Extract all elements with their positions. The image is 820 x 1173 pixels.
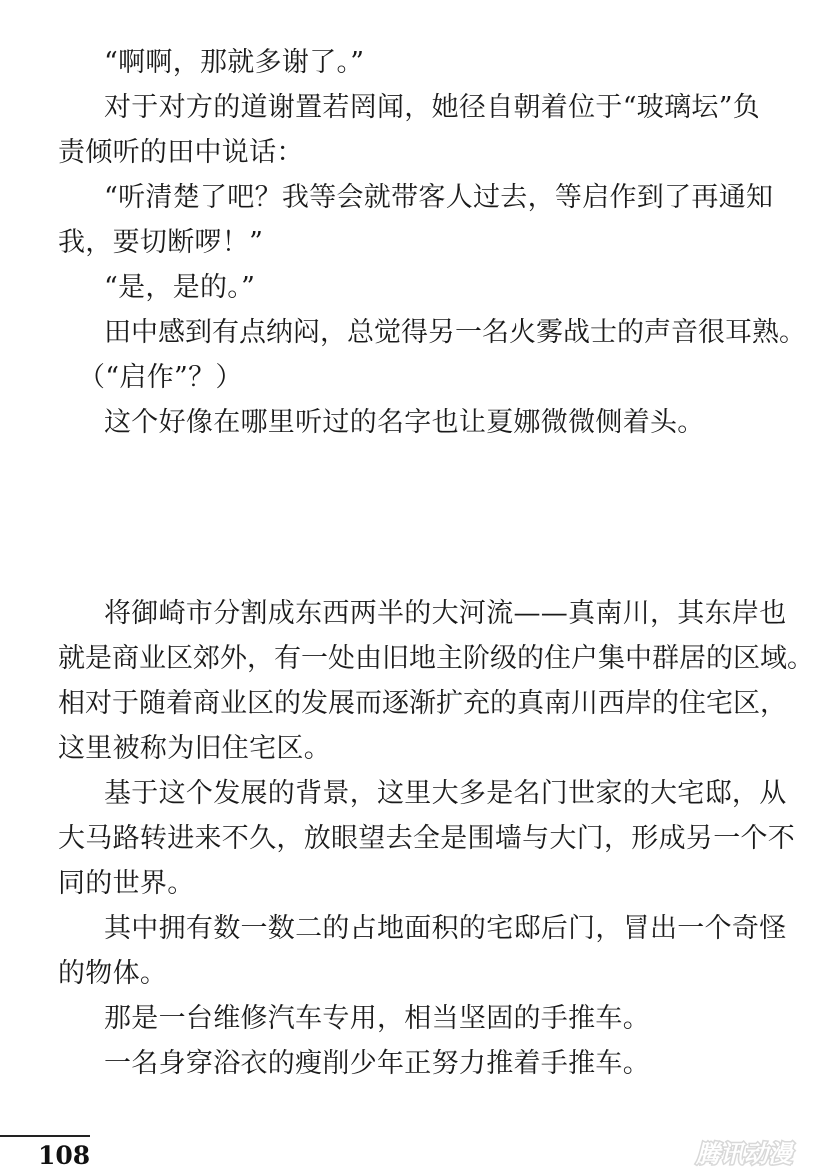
paragraph-line: 这里被称为旧住宅区。	[58, 733, 331, 764]
paragraph-line: 大马路转进来不久，放眼望去全是围墙与大门，形成另一个不	[58, 823, 796, 854]
paragraph-line: 一名身穿浴衣的瘦削少年正努力推着手推车。	[104, 1048, 650, 1079]
footer-rule	[0, 1135, 90, 1137]
paragraph-line: 将御崎市分割成东西两半的大河流——真南川，其东岸也	[104, 598, 787, 629]
paragraph-line: 田中感到有点纳闷，总觉得另一名火雾战士的声音很耳熟。	[104, 317, 806, 348]
paragraph-line: （“启作”？）	[78, 362, 243, 393]
paragraph-line: 那是一台维修汽车专用，相当坚固的手推车。	[104, 1003, 650, 1034]
paragraph-line: 我，要切断啰！”	[58, 227, 264, 258]
paragraph-line: 同的世界。	[58, 868, 195, 899]
text-block-dialogue	[58, 40, 806, 445]
paragraph-line: 对于对方的道谢置若罔闻，她径自朝着位于“玻璃坛”负	[104, 92, 761, 123]
text-block-narration	[58, 591, 814, 1086]
watermark-logo	[678, 1135, 810, 1171]
paragraph-line: “啊啊，那就多谢了。”	[104, 47, 365, 78]
paragraph-line: 其中拥有数一数二的占地面积的宅邸后门，冒出一个奇怪	[104, 913, 787, 944]
page-number: 108	[38, 1141, 91, 1170]
paragraph-line: 的物体。	[58, 958, 168, 989]
svg-text:腾讯动漫: 腾讯动漫	[696, 1140, 792, 1168]
paragraph-line: “是，是的。”	[104, 272, 256, 303]
paragraph-line: 就是商业区郊外，有一处由旧地主阶级的住户集中群居的区域。	[58, 643, 814, 674]
paragraph-line: 相对于随着商业区的发展而逐渐扩充的真南川西岸的住宅区，	[58, 688, 787, 719]
paragraph-line: 责倾听的田中说话：	[58, 137, 304, 168]
paragraph-line: 这个好像在哪里听过的名字也让夏娜微微侧着头。	[104, 407, 705, 438]
paragraph-line: “听清楚了吧？我等会就带客人过去，等启作到了再通知	[104, 182, 774, 213]
paragraph-line: 基于这个发展的背景，这里大多是名门世家的大宅邸，从	[104, 778, 787, 809]
page-footer	[0, 1135, 820, 1173]
